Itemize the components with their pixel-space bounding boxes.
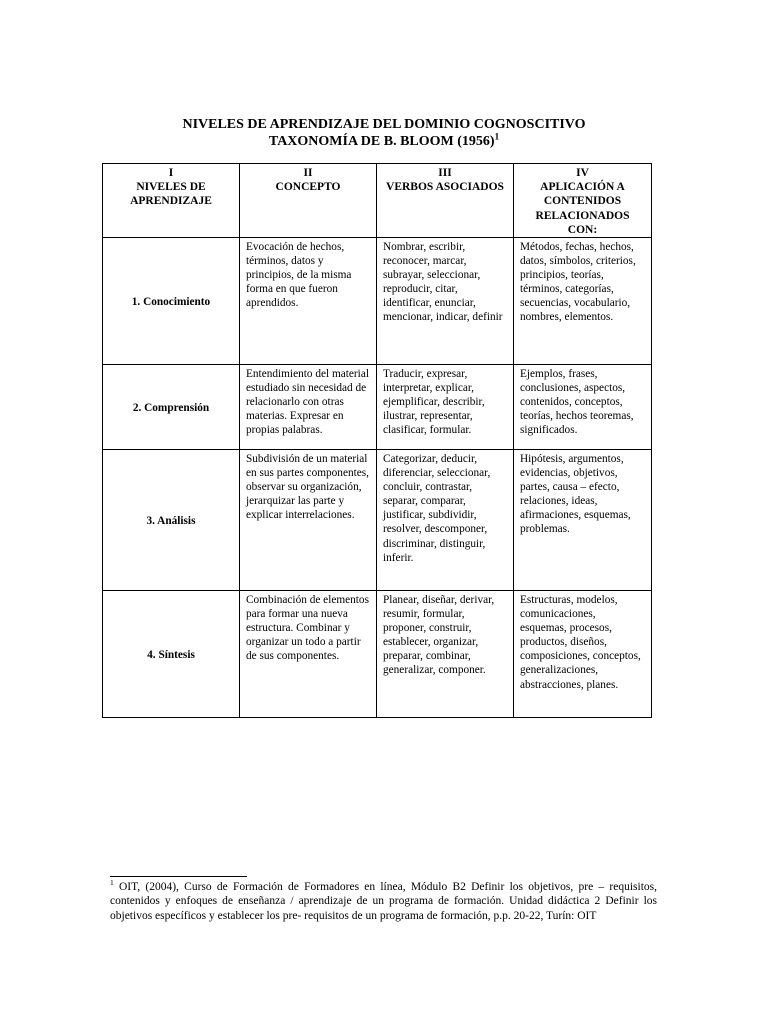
concept-cell: Entendimiento del material estudiado sin necesidad de relacionarlo con otras materias. Expresar en propias palabras. (240, 365, 377, 450)
bloom-taxonomy-table (102, 163, 652, 718)
footnote (110, 880, 657, 923)
title-line-1: NIVELES DE APRENDIZAJE DEL DOMINIO COGNOSCITIVO (182, 117, 586, 132)
level-cell: 3. Análisis (103, 450, 240, 591)
table-row (103, 365, 652, 450)
concept-cell: Subdivisión de un material en sus partes componentes, observar su organización, jerarquizar las parte y explicar interrelaciones. (240, 450, 377, 591)
verbs-cell: Categorizar, deducir, diferenciar, seleccionar, concluir, contrastar, separar, comparar, justificar, subdividir, resolver, descomponer, discriminar, distinguir, inferir. (377, 450, 514, 591)
footnote-divider (110, 876, 247, 877)
level-cell: 4. Síntesis (103, 591, 240, 718)
title-line-2-text: TAXONOMÍA DE B. BLOOM (1956) (268, 134, 495, 149)
table-row (103, 591, 652, 718)
level-cell: 2. Comprensión (103, 365, 240, 450)
table-header-row (103, 164, 652, 238)
verbs-cell: Nombrar, escribir, reconocer, marcar, subrayar, seleccionar, reproducir, citar, identificar, enunciar, mencionar, indicar, definir (377, 238, 514, 365)
footnote-reference: 1 (494, 131, 500, 142)
document-title (0, 116, 768, 150)
header-numeral: IV (576, 167, 589, 179)
application-cell: Ejemplos, frases, conclusiones, aspectos, contenidos, conceptos, teorías, hechos teoremas, significados. (514, 365, 652, 450)
header-concept (240, 164, 377, 238)
verbs-cell: Traducir, expresar, interpretar, explicar, ejemplificar, describir, ilustrar, representar, clasificar, formular. (377, 365, 514, 450)
header-numeral: I (168, 167, 174, 179)
header-label: VERBOS ASOCIADOS (386, 181, 504, 194)
footnote-marker: 1 (110, 878, 114, 888)
header-verbs (377, 164, 514, 238)
application-cell: Métodos, fechas, hechos, datos, símbolos, criterios, principios, teorías, términos, categorías, secuencias, vocabulario, nombres, elementos. (514, 238, 652, 365)
header-label: NIVELES DE APRENDIZAJE (130, 181, 212, 208)
header-label: CONCEPTO (275, 181, 341, 194)
table-row (103, 238, 652, 365)
header-levels (103, 164, 240, 238)
title-line-2 (0, 133, 768, 150)
header-numeral: II (303, 167, 313, 179)
header-numeral: III (438, 167, 452, 179)
footnote-text: OIT, (2004), Curso de Formación de Formadores en línea, Módulo B2 Definir los objetivos, pre – requisitos, contenidos y enfoques de enseñanza / aprendizaje de un programa de formación. Unidad didáctica 2 Definir los objetivos específicos y establecer los pre- requisitos de un programa de formación, p.p. 20-22, Turín: OIT (110, 881, 657, 922)
header-application (514, 164, 652, 238)
verbs-cell: Planear, diseñar, derivar, resumir, formular, proponer, construir, establecer, organizar, preparar, combinar, generalizar, componer. (377, 591, 514, 718)
header-label: APLICACIÓN A CONTENIDOS RELACIONADOS CON: (535, 181, 630, 236)
table-row (103, 450, 652, 591)
concept-cell: Combinación de elementos para formar una nueva estructura. Combinar y organizar un todo a partir de sus componentes. (240, 591, 377, 718)
application-cell: Hipótesis, argumentos, evidencias, objetivos, partes, causa – efecto, relaciones, ideas, afirmaciones, esquemas, problemas. (514, 450, 652, 591)
concept-cell: Evocación de hechos, términos, datos y principios, de la misma forma en que fueron aprendidos. (240, 238, 377, 365)
level-cell: 1. Conocimiento (103, 238, 240, 365)
application-cell: Estructuras, modelos, comunicaciones, esquemas, procesos, productos, diseños, composiciones, conceptos, generalizaciones, abstracciones, planes. (514, 591, 652, 718)
